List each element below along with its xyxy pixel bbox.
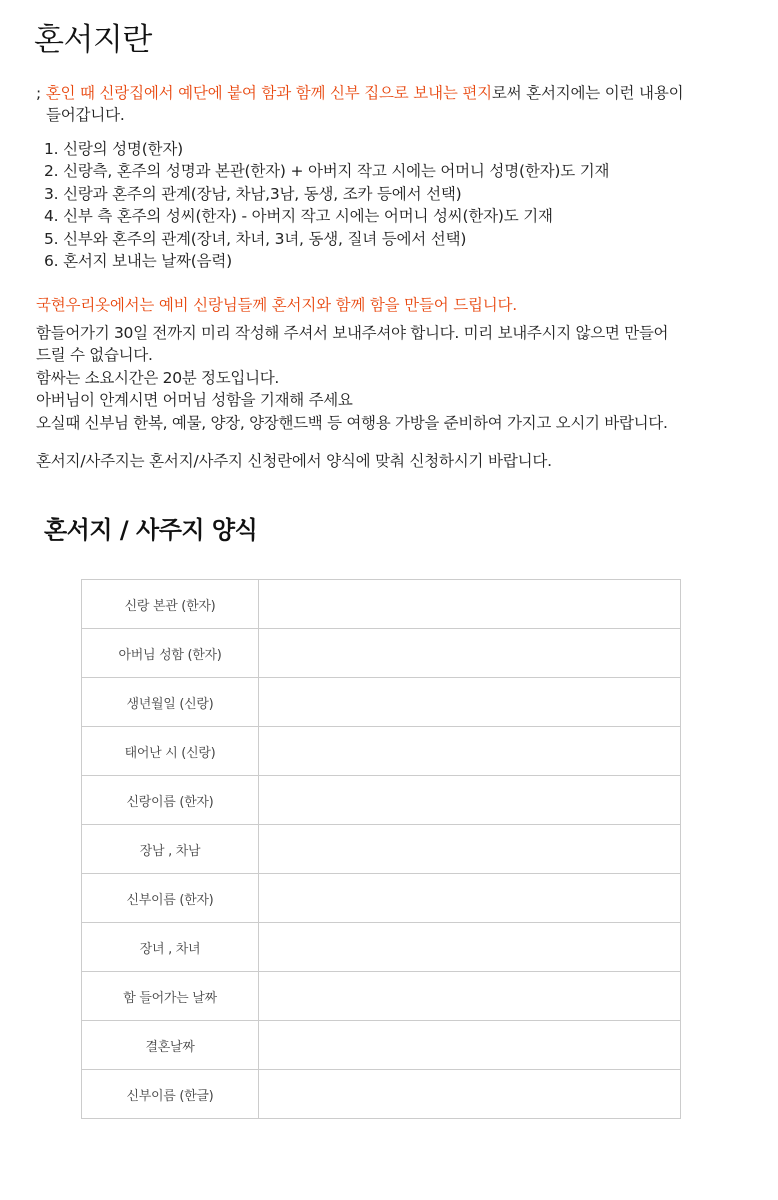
list-item: 1. 신랑의 성명(한자) xyxy=(44,140,183,158)
form-table xyxy=(81,579,681,1119)
row-value xyxy=(259,1021,681,1070)
table-row xyxy=(82,727,681,776)
intro-prefix: ; xyxy=(36,84,46,102)
intro-rest-continued: 들어갑니다. xyxy=(46,106,125,124)
row-label: 결혼날짜 xyxy=(82,1021,259,1070)
info-line: 함들어가기 30일 전까지 미리 작성해 주셔서 보내주셔야 합니다. 미리 보내주시지 않으면 만들어 xyxy=(36,324,669,342)
table-row xyxy=(82,1021,681,1070)
table-row xyxy=(82,923,681,972)
row-value xyxy=(259,1070,681,1119)
row-label: 신랑 본관 (한자) xyxy=(82,580,259,629)
row-value xyxy=(259,629,681,678)
table-row xyxy=(82,776,681,825)
list-item: 4. 신부 측 혼주의 성씨(한자) - 아버지 작고 시에는 어머니 성씨(한자)도 기재 xyxy=(44,207,553,226)
info-line: 아버님이 안계시면 어머님 성함을 기재해 주세요 xyxy=(36,391,353,410)
row-label: 생년월일 (신랑) xyxy=(82,678,259,727)
row-label: 신랑이름 (한자) xyxy=(82,776,259,825)
row-value xyxy=(259,825,681,874)
table-row xyxy=(82,1070,681,1119)
row-value xyxy=(259,678,681,727)
table-row xyxy=(82,825,681,874)
page-title: 혼서지란 xyxy=(34,22,152,58)
row-label: 신부이름 (한자) xyxy=(82,874,259,923)
form-title: 혼서지 / 사주지 양식 xyxy=(44,516,258,544)
row-value xyxy=(259,874,681,923)
guide-text: 혼서지/사주지는 혼서지/사주지 신청란에서 양식에 맞춰 신청하시기 바랍니다. xyxy=(36,452,552,470)
intro-paragraph xyxy=(36,82,736,126)
row-label: 함 들어가는 날짜 xyxy=(82,972,259,1021)
row-label: 신부이름 (한글) xyxy=(82,1070,259,1119)
info-line: 오실때 신부님 한복, 예물, 양장, 양장핸드백 등 여행용 가방을 준비하여 가지고 오시기 바랍니다. xyxy=(36,413,668,432)
row-value xyxy=(259,776,681,825)
info-block xyxy=(36,322,736,434)
list-item: 5. 신부와 혼주의 관계(장녀, 차녀, 3녀, 동생, 질녀 등에서 선택) xyxy=(44,229,467,248)
list-item: 3. 신랑과 혼주의 관계(장남, 차남,3남, 동생, 조카 등에서 선택) xyxy=(44,184,462,203)
table-row xyxy=(82,678,681,727)
table-row xyxy=(82,580,681,629)
table-row xyxy=(82,874,681,923)
row-label: 아버님 성함 (한자) xyxy=(82,629,259,678)
row-value xyxy=(259,580,681,629)
row-value xyxy=(259,923,681,972)
info-line: 드릴 수 없습니다. xyxy=(36,346,153,365)
row-value xyxy=(259,727,681,776)
table-row xyxy=(82,972,681,1021)
row-value xyxy=(259,972,681,1021)
notice-text: 국현우리옷에서는 예비 신랑님들께 혼서지와 함께 함을 만들어 드립니다. xyxy=(36,296,518,314)
row-label: 태어난 시 (신랑) xyxy=(82,727,259,776)
list-item: 2. 신랑측, 혼주의 성명과 본관(한자) + 아버지 작고 시에는 어머니 성명(한자)도 기재 xyxy=(44,162,610,181)
table-row xyxy=(82,629,681,678)
row-label: 장녀 , 차녀 xyxy=(82,923,259,972)
intro-highlight: 혼인 때 신랑집에서 예단에 붙여 함과 함께 신부 집으로 보내는 편지 xyxy=(45,84,492,102)
info-line: 함싸는 소요시간은 20분 정도입니다. xyxy=(36,368,280,387)
row-label: 장남 , 차남 xyxy=(82,825,259,874)
list-item: 6. 혼서지 보내는 날짜(음력) xyxy=(44,252,232,271)
intro-rest: 로써 혼서지에는 이런 내용이 xyxy=(491,84,684,102)
contents-list xyxy=(44,138,609,272)
